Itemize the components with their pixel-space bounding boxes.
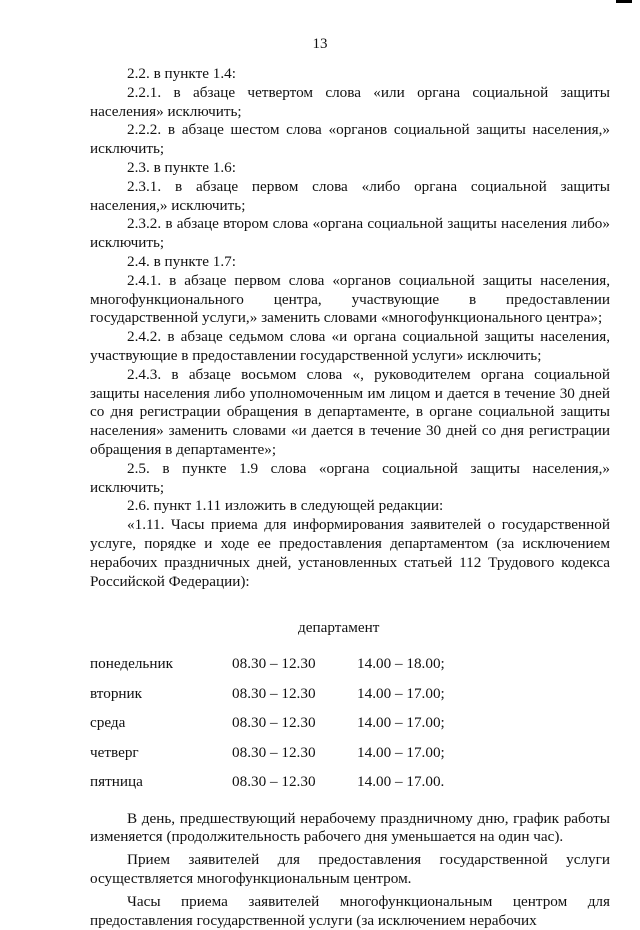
paragraph: «1.11. Часы приема для информирования заявителей о государственной услуге, порядке и ходе ее предоставления департаментом (за исключением нерабочих праздничных дней, установленных статьей 112 Трудового кодекса Российской Федерации): xyxy=(90,516,610,590)
page-number: 13 xyxy=(312,36,328,52)
afternoon-hours-cell: 14.00 – 17.00. xyxy=(357,773,445,791)
schedule-table xyxy=(90,650,445,798)
paragraph: 2.4.2. в абзаце седьмом слова «и органа социальной защиты населения, участвующие в предоставлении государственной услуги» исключить; xyxy=(90,328,610,364)
weekday-cell: пятница xyxy=(90,773,143,791)
afternoon-hours-cell: 14.00 – 17.00; xyxy=(357,684,445,702)
paragraph: 2.2.2. в абзаце шестом слова «органов социальной защиты населения,» исключить; xyxy=(90,121,610,158)
table-row xyxy=(90,709,445,739)
weekday-cell: понедельник xyxy=(90,655,173,673)
table-row xyxy=(90,739,445,769)
paragraph: 2.3.2. в абзаце втором слова «органа социальной защиты населения либо» исключить; xyxy=(90,215,610,252)
afternoon-hours-cell: 14.00 – 18.00; xyxy=(357,655,445,673)
scan-corner-mark xyxy=(616,0,632,3)
paragraph: 2.3.1. в абзаце первом слова «либо органа социальной защиты населения,» исключить; xyxy=(90,177,610,214)
morning-hours-cell: 08.30 – 12.30 xyxy=(232,714,316,732)
paragraph: 2.5. в пункте 1.9 слова «органа социальной защиты населения,» исключить; xyxy=(90,459,610,496)
paragraph: 2.4.1. в абзаце первом слова «органов социальной защиты населения, многофункционального центра, участвующие в предоставлении государственной услуги,» заменить словами «многофункционального центра»; xyxy=(90,271,610,327)
paragraph: 2.6. пункт 1.11 изложить в следующей редакции: xyxy=(127,497,444,515)
morning-hours-cell: 08.30 – 12.30 xyxy=(232,684,316,702)
afternoon-hours-cell: 14.00 – 17.00; xyxy=(357,743,445,761)
paragraph: 2.2.1. в абзаце четвертом слова «или органа социальной защиты населения» исключить; xyxy=(90,83,610,120)
paragraph: 2.2. в пункте 1.4: xyxy=(127,65,236,82)
weekday-cell: вторник xyxy=(90,684,143,702)
table-row xyxy=(90,680,445,710)
table-row xyxy=(90,768,445,798)
weekday-cell: четверг xyxy=(90,743,139,761)
paragraph: Прием заявителей для предоставления государственной услуги осуществляется многофункциональным центром. xyxy=(90,851,610,887)
paragraph: 2.4.3. в абзаце восьмом слова «, руководителем органа социальной защиты населения либо уполномоченным им лицом и дается в течение 30 дней со дня регистрации обращения в департаменте, в органе социальной защиты населения» заменить словами «и дается в течение 30 дней со дня регистрации обращения в департаменте»; xyxy=(90,365,610,458)
paragraph: Часы приема заявителей многофункциональным центром для предоставления государственной услуги (за исключением нерабочих xyxy=(90,892,610,929)
document-body xyxy=(90,65,610,930)
afternoon-hours-cell: 14.00 – 17.00; xyxy=(357,714,445,732)
weekday-cell: среда xyxy=(90,714,126,732)
morning-hours-cell: 08.30 – 12.30 xyxy=(232,743,316,761)
schedule-heading: департамент xyxy=(298,619,380,637)
morning-hours-cell: 08.30 – 12.30 xyxy=(232,655,316,673)
table-row xyxy=(90,650,445,680)
morning-hours-cell: 08.30 – 12.30 xyxy=(232,773,316,791)
paragraph: 2.3. в пункте 1.6: xyxy=(127,158,236,176)
paragraph: 2.4. в пункте 1.7: xyxy=(127,252,236,270)
paragraph: В день, предшествующий нерабочему праздничному дню, график работы изменяется (продолжительность рабочего дня уменьшается на один час). xyxy=(90,809,610,846)
